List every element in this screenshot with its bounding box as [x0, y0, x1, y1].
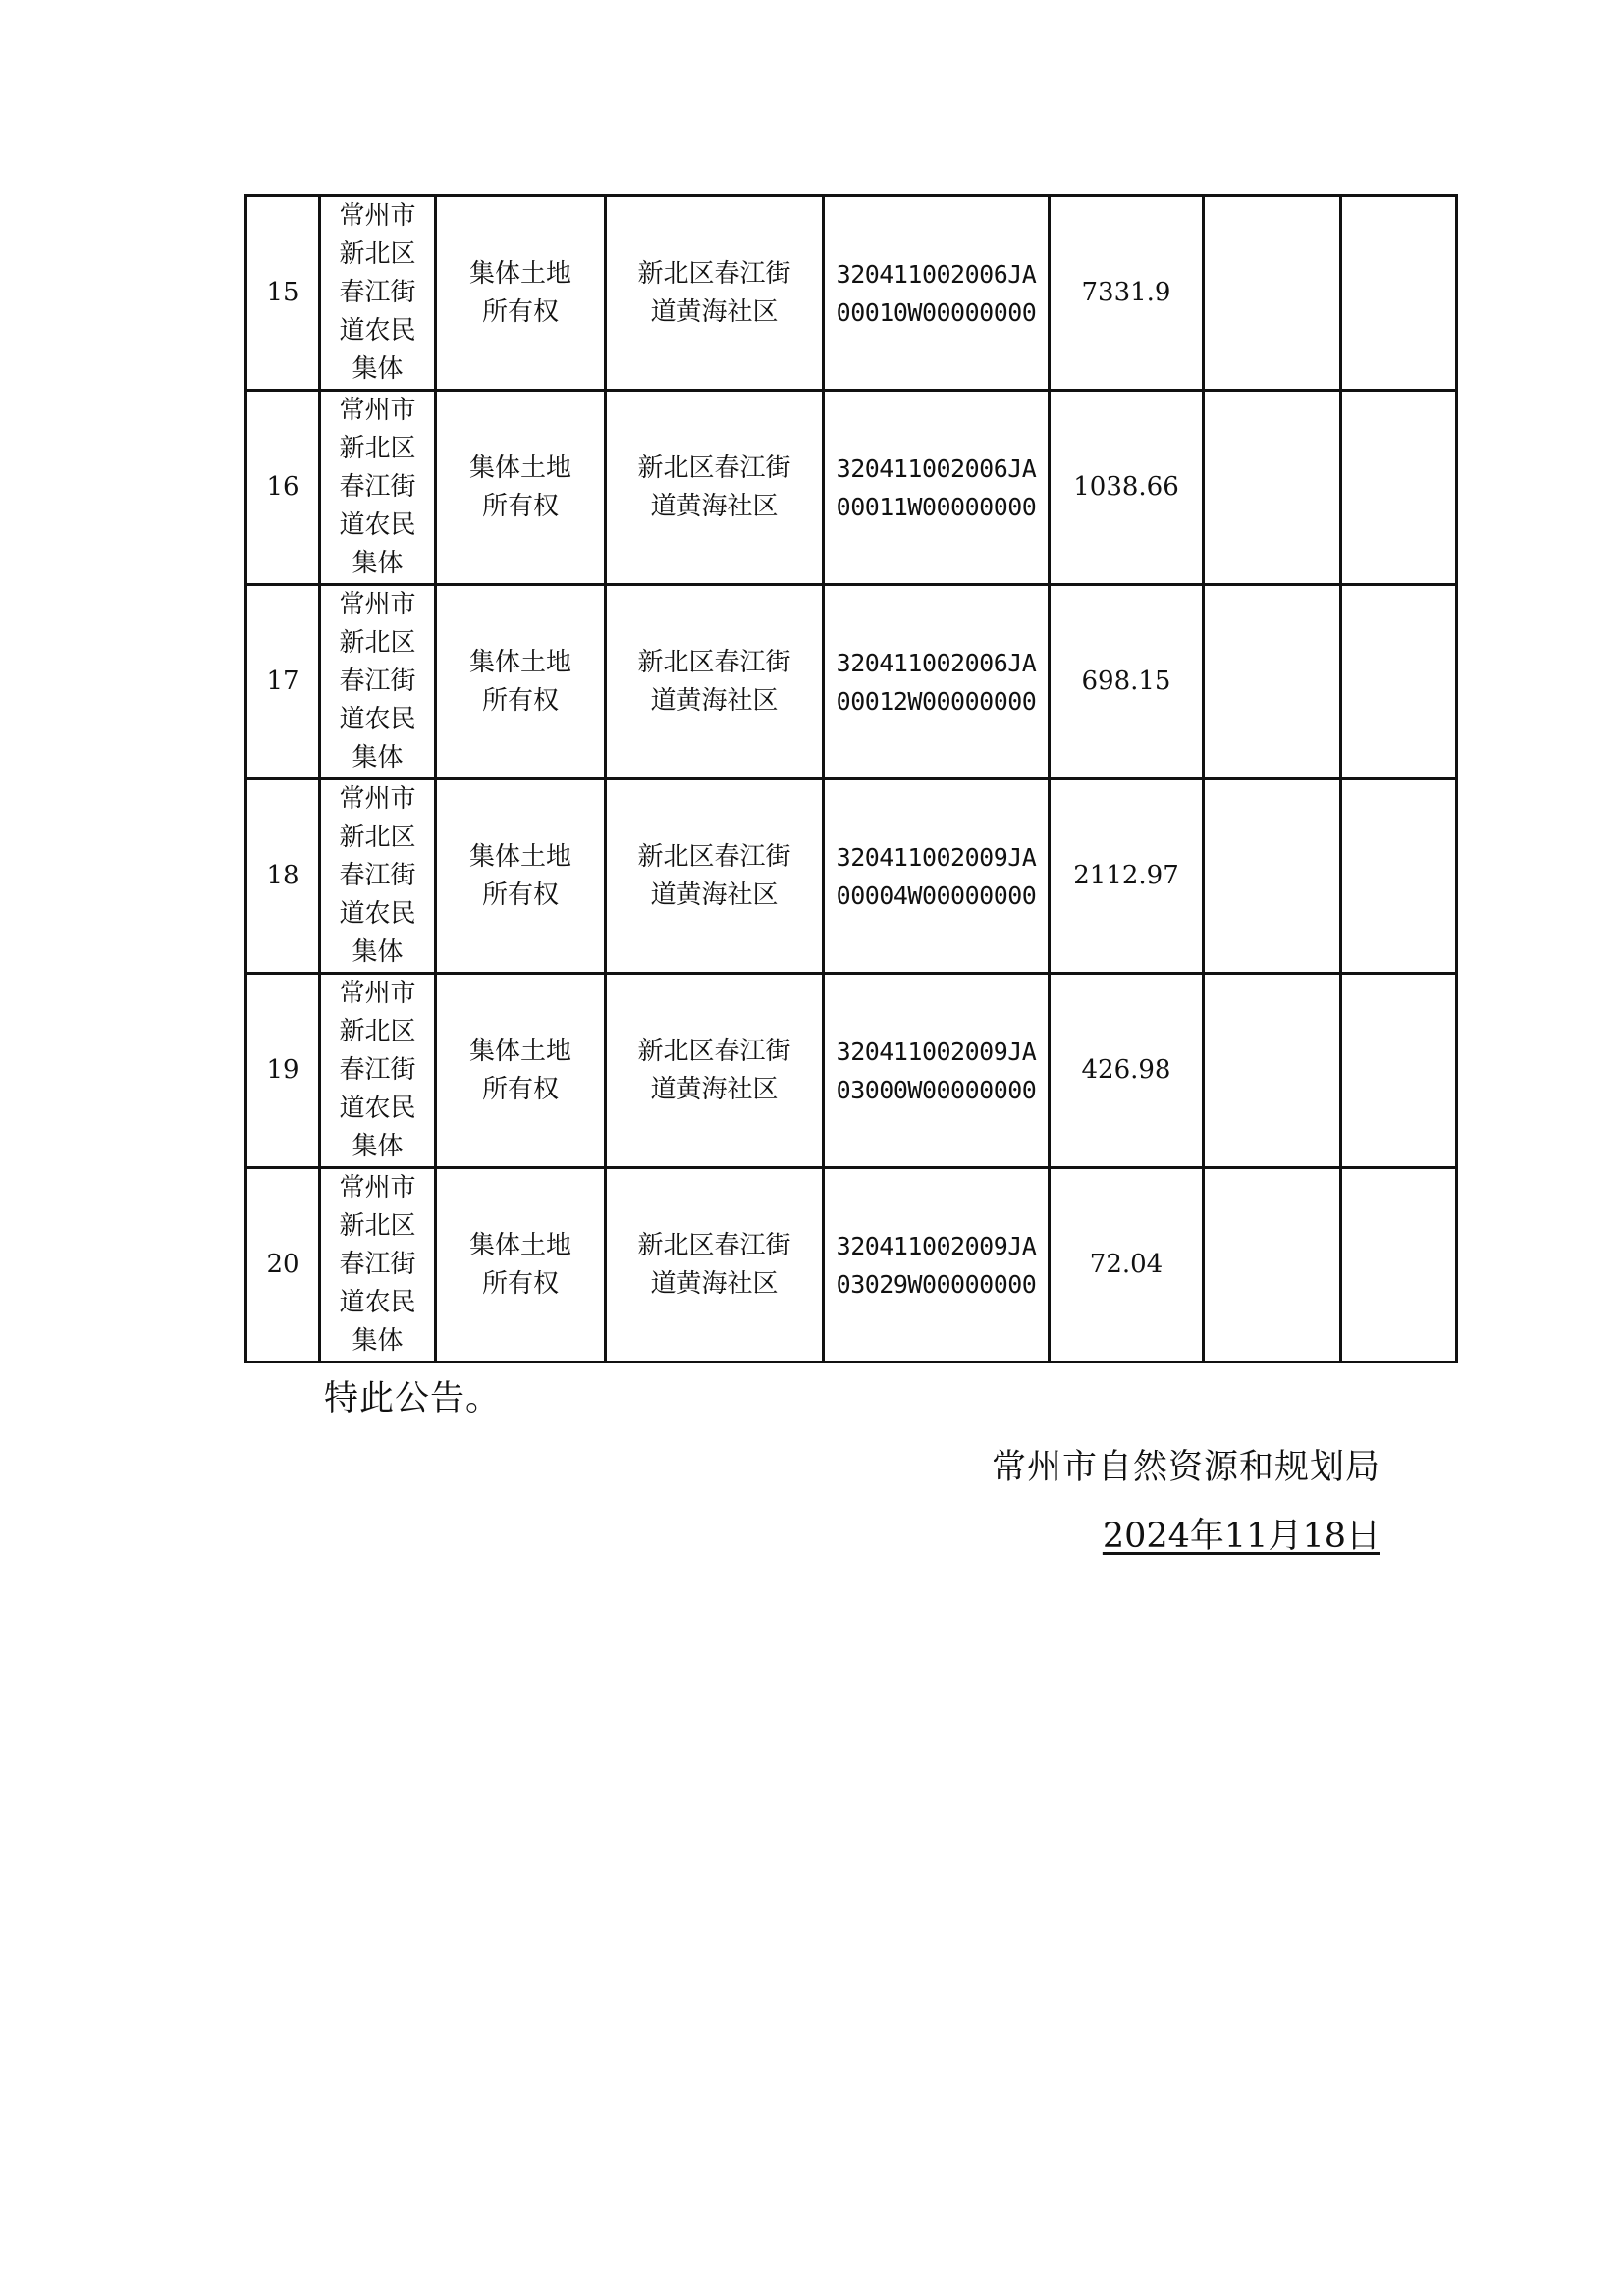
row-index-cell [246, 974, 320, 1168]
location: 新北区春江街道黄海社区 [637, 647, 791, 716]
owner-cell [320, 779, 436, 974]
table-row [246, 779, 1457, 974]
right-type: 集体土地所有权 [468, 258, 571, 327]
parcel-code: 320411002009JA03000W00000000 [836, 1037, 1037, 1104]
table-row [246, 391, 1457, 585]
area-value: 2112.97 [1073, 861, 1179, 890]
area-cell [1050, 391, 1204, 585]
location: 新北区春江街道黄海社区 [637, 258, 791, 327]
location: 新北区春江街道黄海社区 [637, 1230, 791, 1299]
row-index: 19 [266, 1055, 299, 1085]
location-cell [606, 196, 824, 391]
location-cell [606, 779, 824, 974]
parcel-code: 320411002006JA00010W00000000 [836, 259, 1037, 327]
area-cell [1050, 974, 1204, 1168]
right-type: 集体土地所有权 [468, 647, 571, 716]
area-cell [1050, 196, 1204, 391]
owner-name: 常州市新北区春江街道农民集体 [339, 1173, 416, 1356]
row-index: 18 [266, 861, 299, 890]
code-cell [824, 974, 1050, 1168]
row-index-cell [246, 196, 320, 391]
owner-name: 常州市新北区春江街道农民集体 [339, 396, 416, 578]
owner-name: 常州市新北区春江街道农民集体 [339, 590, 416, 773]
location-cell [606, 585, 824, 779]
area-value: 72.04 [1089, 1250, 1164, 1279]
row-index-cell [246, 1168, 320, 1362]
right-type-cell [436, 196, 606, 391]
owner-name: 常州市新北区春江街道农民集体 [339, 979, 416, 1161]
area-value: 7331.9 [1081, 278, 1171, 307]
owner-cell [320, 585, 436, 779]
parcel-code: 320411002009JA03029W00000000 [836, 1231, 1037, 1299]
right-type: 集体土地所有权 [468, 841, 571, 910]
parcel-code: 320411002006JA00011W00000000 [836, 454, 1037, 521]
blank-cell-2 [1341, 196, 1457, 391]
row-index: 15 [266, 278, 299, 307]
row-index-cell [246, 391, 320, 585]
land-registry-table [244, 194, 1458, 1363]
row-index-cell [246, 779, 320, 974]
notice-text: 特此公告。 [324, 1379, 502, 1418]
location: 新北区春江街道黄海社区 [637, 1036, 791, 1104]
right-type: 集体土地所有权 [468, 453, 571, 521]
issue-date: 2024年11月18日 [1102, 1517, 1380, 1556]
code-cell [824, 779, 1050, 974]
blank-cell-2 [1341, 391, 1457, 585]
row-index: 20 [266, 1250, 299, 1279]
owner-cell [320, 196, 436, 391]
blank-cell-2 [1341, 1168, 1457, 1362]
location-cell [606, 1168, 824, 1362]
right-type-cell [436, 1168, 606, 1362]
blank-cell-1 [1204, 585, 1341, 779]
row-index: 16 [266, 472, 299, 502]
location-cell [606, 391, 824, 585]
blank-cell-2 [1341, 974, 1457, 1168]
row-index-cell [246, 585, 320, 779]
table-row [246, 585, 1457, 779]
owner-name: 常州市新北区春江街道农民集体 [339, 784, 416, 967]
location: 新北区春江街道黄海社区 [637, 453, 791, 521]
owner-name: 常州市新北区春江街道农民集体 [339, 201, 416, 384]
issuer-name: 常州市自然资源和规划局 [991, 1448, 1380, 1487]
blank-cell-1 [1204, 974, 1341, 1168]
parcel-code: 320411002006JA00012W00000000 [836, 648, 1037, 716]
right-type-cell [436, 585, 606, 779]
code-cell [824, 585, 1050, 779]
area-cell [1050, 1168, 1204, 1362]
code-cell [824, 196, 1050, 391]
location-cell [606, 974, 824, 1168]
table-row [246, 196, 1457, 391]
row-index: 17 [266, 667, 299, 696]
table-body [246, 196, 1457, 1362]
blank-cell-1 [1204, 1168, 1341, 1362]
area-value: 698.15 [1081, 667, 1171, 696]
area-cell [1050, 779, 1204, 974]
code-cell [824, 391, 1050, 585]
blank-cell-2 [1341, 779, 1457, 974]
table-row [246, 1168, 1457, 1362]
right-type: 集体土地所有权 [468, 1230, 571, 1299]
right-type-cell [436, 779, 606, 974]
parcel-code: 320411002009JA00004W00000000 [836, 842, 1037, 910]
blank-cell-2 [1341, 585, 1457, 779]
table-row [246, 974, 1457, 1168]
area-value: 426.98 [1081, 1055, 1171, 1085]
area-value: 1038.66 [1073, 472, 1179, 502]
area-cell [1050, 585, 1204, 779]
blank-cell-1 [1204, 196, 1341, 391]
blank-cell-1 [1204, 779, 1341, 974]
blank-cell-1 [1204, 391, 1341, 585]
location: 新北区春江街道黄海社区 [637, 841, 791, 910]
owner-cell [320, 1168, 436, 1362]
owner-cell [320, 391, 436, 585]
right-type-cell [436, 391, 606, 585]
right-type-cell [436, 974, 606, 1168]
owner-cell [320, 974, 436, 1168]
code-cell [824, 1168, 1050, 1362]
right-type: 集体土地所有权 [468, 1036, 571, 1104]
